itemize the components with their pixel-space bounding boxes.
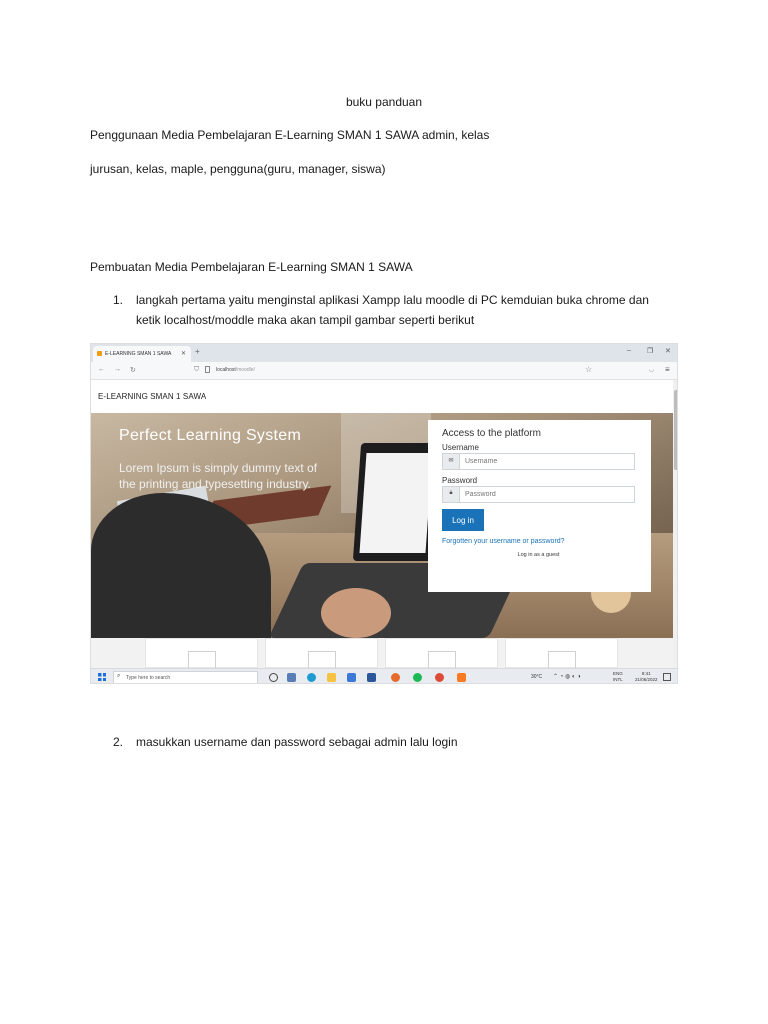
password-label: Password bbox=[442, 476, 478, 485]
course-card[interactable] bbox=[505, 638, 618, 668]
course-card[interactable] bbox=[145, 638, 258, 668]
language-code: ENG bbox=[613, 671, 623, 676]
notification-icon[interactable] bbox=[663, 673, 671, 681]
username-input[interactable] bbox=[460, 454, 634, 469]
clock-time: 8:41 bbox=[641, 671, 651, 676]
windows-taskbar bbox=[91, 668, 678, 684]
clock-date: 21/06/2022 bbox=[635, 677, 658, 682]
section-heading: Pembuatan Media Pembelajaran E-Learning SMAN 1 SAWA bbox=[90, 260, 413, 274]
hero-hand bbox=[321, 588, 391, 638]
image-placeholder-icon bbox=[188, 651, 216, 669]
favicon-icon bbox=[97, 351, 102, 356]
back-arrow-icon[interactable]: ← bbox=[98, 366, 105, 373]
firefox-icon[interactable] bbox=[391, 673, 400, 682]
forgot-password-link[interactable]: Forgotten your username or password? bbox=[442, 538, 565, 545]
url-host: localhost bbox=[216, 367, 236, 373]
step-2-text: masukkan username dan password sebagai admin lalu login bbox=[136, 735, 458, 749]
step-1-number: 1. bbox=[113, 293, 124, 307]
step-2-number: 2. bbox=[113, 735, 124, 749]
image-placeholder-icon bbox=[548, 651, 576, 669]
edge-icon[interactable] bbox=[307, 673, 316, 682]
widgets-icon[interactable] bbox=[287, 673, 296, 682]
menu-icon[interactable]: ≡ bbox=[665, 365, 670, 374]
close-window-icon[interactable]: ✕ bbox=[665, 348, 671, 355]
system-tray-icon[interactable]: ⌃ ◔ ◍ ◐ ◑ bbox=[553, 674, 581, 680]
lock-icon: 🔒︎ bbox=[443, 487, 460, 502]
browser-tab-bar bbox=[91, 344, 678, 362]
shield-icon[interactable]: ⛉ bbox=[194, 366, 200, 373]
envelope-icon: ✉ bbox=[443, 454, 460, 469]
password-field bbox=[442, 486, 635, 503]
site-header bbox=[91, 380, 678, 413]
login-button[interactable]: Log in bbox=[442, 509, 484, 531]
login-panel bbox=[428, 420, 651, 592]
image-placeholder-icon bbox=[308, 651, 336, 669]
address-bar bbox=[91, 362, 678, 380]
step-1-line-1: langkah pertama yaitu menginstal aplikasi Xampp lalu moodle di PC kemduian buka chrome dan bbox=[136, 293, 649, 307]
search-icon: ⌕ bbox=[117, 673, 121, 679]
step-1-line-2: ketik localhost/moddle maka akan tampil gambar seperti berikut bbox=[136, 313, 475, 327]
scrollbar[interactable] bbox=[673, 380, 678, 668]
embedded-screenshot bbox=[90, 343, 678, 684]
taskbar-temperature[interactable]: 30°C bbox=[531, 674, 543, 680]
minimize-icon[interactable]: – bbox=[627, 347, 631, 354]
hero-subtitle-line-1: Lorem Ipsum is simply dummy text of bbox=[119, 461, 318, 475]
url-path: /moodle/ bbox=[235, 367, 255, 373]
language-indicator[interactable] bbox=[613, 671, 623, 683]
green-app-icon[interactable] bbox=[413, 673, 422, 682]
course-card[interactable] bbox=[385, 638, 498, 668]
url-field[interactable] bbox=[216, 367, 255, 373]
restore-icon[interactable]: ❐ bbox=[647, 348, 654, 355]
task-view-icon[interactable] bbox=[269, 673, 278, 682]
taskbar-clock[interactable] bbox=[635, 671, 658, 683]
taskbar-search[interactable] bbox=[113, 671, 258, 684]
image-placeholder-icon bbox=[428, 651, 456, 669]
site-title[interactable]: E-LEARNING SMAN 1 SAWA bbox=[98, 392, 207, 401]
scrollbar-thumb[interactable] bbox=[674, 390, 678, 470]
keyboard-layout: INTL bbox=[613, 677, 623, 682]
page-title: buku panduan bbox=[345, 95, 423, 109]
browser-tab[interactable] bbox=[93, 346, 191, 362]
windows-start-icon[interactable] bbox=[98, 673, 106, 681]
chrome-icon[interactable] bbox=[435, 673, 444, 682]
reload-icon[interactable]: ↻ bbox=[130, 367, 136, 374]
tab-close-icon[interactable]: ✕ bbox=[180, 351, 186, 357]
hero-banner bbox=[91, 413, 673, 638]
new-tab-icon[interactable]: + bbox=[195, 347, 200, 356]
hero-subtitle-line-2: the printing and typesetting industry. bbox=[119, 477, 311, 491]
file-explorer-icon[interactable] bbox=[327, 673, 336, 682]
bookmark-star-icon[interactable]: ☆ bbox=[585, 365, 593, 374]
page-icon bbox=[205, 366, 210, 373]
forward-arrow-icon[interactable]: → bbox=[114, 366, 121, 373]
guest-login-link[interactable]: Log in as a guest bbox=[517, 552, 560, 558]
hero-title: Perfect Learning System bbox=[119, 427, 302, 444]
xampp-icon[interactable] bbox=[457, 673, 466, 682]
login-heading: Access to the platform bbox=[442, 428, 541, 439]
hero-laptop-display bbox=[360, 453, 433, 553]
username-field bbox=[442, 453, 635, 470]
intro-line-2: jurusan, kelas, maple, pengguna(guru, manager, siswa) bbox=[90, 162, 386, 176]
intro-line-1: Penggunaan Media Pembelajaran E-Learning SMAN 1 SAWA admin, kelas bbox=[90, 128, 490, 142]
pocket-icon[interactable]: ◡ bbox=[649, 367, 655, 373]
tab-title: E-LEARNING SMAN 1 SAWA bbox=[105, 351, 172, 357]
password-input[interactable] bbox=[460, 487, 634, 502]
username-label: Username bbox=[442, 443, 479, 452]
taskbar-search-placeholder: Type here to search bbox=[126, 675, 171, 681]
word-icon[interactable] bbox=[367, 673, 376, 682]
store-icon[interactable] bbox=[347, 673, 356, 682]
course-card[interactable] bbox=[265, 638, 378, 668]
